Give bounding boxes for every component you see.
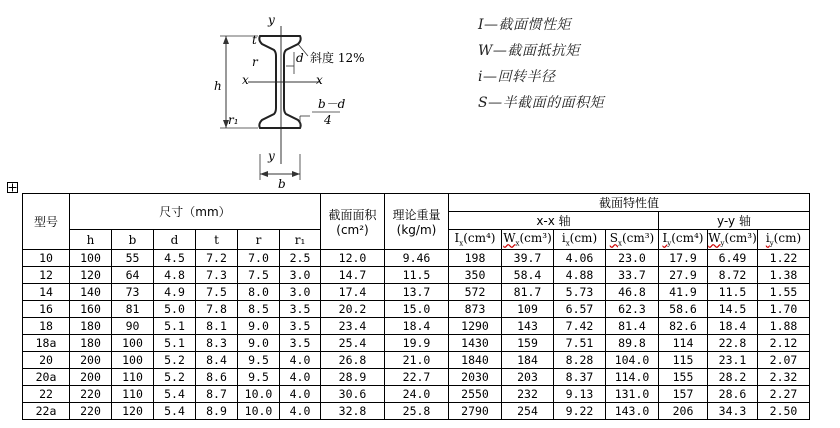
header-weight-label: 理论重量: [392, 208, 441, 222]
table-cell: 5.1: [154, 335, 196, 352]
label-x-left: x: [242, 73, 249, 87]
table-cell: 4.0: [280, 403, 321, 420]
table-cell: 28.2: [708, 369, 758, 386]
table-cell: 17.4: [321, 284, 385, 301]
wy-sub: y: [720, 239, 725, 248]
table-cell: 131.0: [606, 386, 659, 403]
table-cell: 2.07: [758, 352, 810, 369]
table-cell: 18a: [23, 335, 70, 352]
legend-item-area-moment: S—半截面的面积矩: [478, 95, 605, 111]
table-cell: 9.5: [238, 352, 280, 369]
table-row: [23, 403, 810, 420]
table-cell: 180: [70, 335, 112, 352]
iyr-unit: (cm): [773, 231, 802, 246]
table-cell: 9.0: [238, 318, 280, 335]
sx-unit: (cm³): [621, 231, 655, 246]
slope-label: 斜度 12%: [310, 51, 365, 65]
table-cell: 2790: [449, 403, 502, 420]
table-cell: 143: [502, 318, 554, 335]
table-cell: 180: [70, 318, 112, 335]
table-cell: 7.42: [554, 318, 606, 335]
table-cell: 8.3: [196, 335, 238, 352]
iy-sub: y: [667, 239, 672, 248]
table-cell: 2.27: [758, 386, 810, 403]
table-row: [23, 386, 810, 403]
table-row: [23, 318, 810, 335]
table-cell: 25.4: [321, 335, 385, 352]
table-cell: 4.0: [280, 352, 321, 369]
table-cell: 200: [70, 352, 112, 369]
table-cell: 4.5: [154, 250, 196, 267]
bd-bottom-label: 4: [324, 113, 332, 127]
wy-unit: (cm³): [724, 231, 757, 246]
table-cell: 73: [112, 284, 154, 301]
table-cell: 17.9: [659, 250, 708, 267]
table-cell: 9.22: [554, 403, 606, 420]
iyr-sub: y: [769, 239, 774, 248]
header-properties: 截面特性值: [449, 194, 810, 212]
table-cell: 5.4: [154, 386, 196, 403]
table-cell: 32.8: [321, 403, 385, 420]
table-body: [23, 250, 810, 420]
table-cell: 200: [70, 369, 112, 386]
header-dimensions: 尺寸（mm）: [70, 194, 321, 230]
header-col-d: d: [154, 230, 196, 250]
table-cell: 157: [659, 386, 708, 403]
table-cell: 159: [502, 335, 554, 352]
wx-sym: W: [503, 231, 516, 246]
table-cell: 9.0: [238, 335, 280, 352]
table-cell: 7.3: [196, 267, 238, 284]
table-cell: 46.8: [606, 284, 659, 301]
table-cell: 2.32: [758, 369, 810, 386]
label-d: d: [296, 51, 304, 65]
table-cell: 4.88: [554, 267, 606, 284]
header-col-iy: [659, 230, 708, 250]
label-h: h: [214, 79, 222, 93]
table-cell: 3.0: [280, 267, 321, 284]
table-cell: 143.0: [606, 403, 659, 420]
table-cell: 58.6: [659, 301, 708, 318]
table-cell: 155: [659, 369, 708, 386]
table-cell: 1290: [449, 318, 502, 335]
table-cell: 12.0: [321, 250, 385, 267]
table-cell: 26.8: [321, 352, 385, 369]
table-row: [23, 284, 810, 301]
table-cell: 1.70: [758, 301, 810, 318]
i-beam-spec-table: [22, 193, 810, 420]
header-area-unit: (cm²): [336, 223, 369, 237]
table-cell: 350: [449, 267, 502, 284]
wx-sub: x: [515, 239, 520, 248]
table-cell: 8.72: [708, 267, 758, 284]
wy-sym: W: [708, 231, 721, 246]
table-cell: 7.5: [238, 267, 280, 284]
table-cell: 220: [70, 403, 112, 420]
table-cell: 110: [112, 369, 154, 386]
header-col-h: h: [70, 230, 112, 250]
table-cell: 55: [112, 250, 154, 267]
table-cell: 120: [112, 403, 154, 420]
table-cell: 13.7: [385, 284, 449, 301]
table-cell: 33.7: [606, 267, 659, 284]
sx-sub: x: [618, 239, 622, 248]
table-cell: 64: [112, 267, 154, 284]
table-cell: 4.0: [280, 386, 321, 403]
table-cell: 2.12: [758, 335, 810, 352]
table-cell: 9.46: [385, 250, 449, 267]
table-cell: 28.6: [708, 386, 758, 403]
table-cell: 5.1: [154, 318, 196, 335]
table-cell: 90: [112, 318, 154, 335]
table-cell: 34.3: [708, 403, 758, 420]
table-cell: 8.7: [196, 386, 238, 403]
table-cell: 184: [502, 352, 554, 369]
table-cell: 7.5: [196, 284, 238, 301]
table-cell: 28.9: [321, 369, 385, 386]
table-cell: 18: [23, 318, 70, 335]
table-cell: 8.6: [196, 369, 238, 386]
table-cell: 7.51: [554, 335, 606, 352]
table-cell: 2.5: [280, 250, 321, 267]
table-cell: 39.7: [502, 250, 554, 267]
label-y-top: y: [268, 13, 275, 27]
table-cell: 20a: [23, 369, 70, 386]
table-cell: 1.88: [758, 318, 810, 335]
table-cell: 7.2: [196, 250, 238, 267]
table-cell: 206: [659, 403, 708, 420]
table-cell: 22.7: [385, 369, 449, 386]
table-cell: 2030: [449, 369, 502, 386]
table-cell: 3.5: [280, 301, 321, 318]
ixr-sym: i: [561, 231, 566, 246]
table-cell: 14.7: [321, 267, 385, 284]
table-cell: 5.2: [154, 352, 196, 369]
table-cell: 81.7: [502, 284, 554, 301]
table-row: [23, 250, 810, 267]
table-cell: 14: [23, 284, 70, 301]
table-cell: 203: [502, 369, 554, 386]
label-t: t: [252, 33, 257, 47]
header-weight-unit: (kg/m): [396, 223, 437, 237]
header-col-b: b: [112, 230, 154, 250]
table-cell: 12: [23, 267, 70, 284]
table-cell: 6.49: [708, 250, 758, 267]
table-cell: 115: [659, 352, 708, 369]
iyr-sym: i: [765, 231, 770, 246]
header-yy-axis: y-y 轴: [659, 212, 810, 230]
table-cell: 4.9: [154, 284, 196, 301]
label-r: r: [252, 55, 258, 69]
label-y-bottom: y: [268, 149, 275, 163]
table-cell: 4.06: [554, 250, 606, 267]
table-row: [23, 352, 810, 369]
i-beam-section-figure: [200, 4, 400, 190]
table-cell: 100: [70, 250, 112, 267]
bd-top-label: b－d: [318, 97, 346, 111]
table-cell: 3.5: [280, 335, 321, 352]
table-cell: 4.8: [154, 267, 196, 284]
table-cell: 140: [70, 284, 112, 301]
table-cell: 82.6: [659, 318, 708, 335]
wx-unit: (cm³): [519, 231, 552, 246]
table-cell: 2.50: [758, 403, 810, 420]
table-cell: 8.4: [196, 352, 238, 369]
table-cell: 15.0: [385, 301, 449, 318]
table-cell: 9.13: [554, 386, 606, 403]
header-area: [321, 194, 385, 250]
table-row: [23, 267, 810, 284]
table-cell: 1.22: [758, 250, 810, 267]
ix-unit: (cm⁴): [463, 231, 496, 246]
header-col-t: t: [196, 230, 238, 250]
table-cell: 110: [112, 386, 154, 403]
table-cell: 81.4: [606, 318, 659, 335]
sx-sym: S: [609, 231, 618, 246]
table-cell: 100: [112, 335, 154, 352]
table-cell: 5.2: [154, 369, 196, 386]
table-cell: 6.57: [554, 301, 606, 318]
table-cell: 81: [112, 301, 154, 318]
symbol-legend: [478, 12, 698, 116]
table-cell: 27.9: [659, 267, 708, 284]
label-b: b: [278, 177, 286, 190]
table-cell: 10: [23, 250, 70, 267]
table-cell: 20: [23, 352, 70, 369]
table-cell: 4.0: [280, 369, 321, 386]
header-col-ixr: [554, 230, 606, 250]
table-cell: 2550: [449, 386, 502, 403]
header-col-wy: [708, 230, 758, 250]
table-cell: 160: [70, 301, 112, 318]
legend-item-section-modulus: W—截面抵抗矩: [478, 43, 580, 59]
table-cell: 18.4: [385, 318, 449, 335]
table-cell: 8.0: [238, 284, 280, 301]
header-area-label: 截面面积: [328, 208, 377, 222]
table-cell: 7.8: [196, 301, 238, 318]
header-col-sx: [606, 230, 659, 250]
table-cell: 8.37: [554, 369, 606, 386]
table-cell: 1840: [449, 352, 502, 369]
table-cell: 114: [659, 335, 708, 352]
table-cell: 3.0: [280, 284, 321, 301]
header-model: 型号: [23, 194, 70, 250]
header-col-r: r: [238, 230, 280, 250]
table-cell: 10.0: [238, 386, 280, 403]
table-row: [23, 335, 810, 352]
label-r1: r₁: [228, 113, 239, 127]
table-cell: 24.0: [385, 386, 449, 403]
table-cell: 198: [449, 250, 502, 267]
table-cell: 18.4: [708, 318, 758, 335]
table-cell: 89.8: [606, 335, 659, 352]
ixr-unit: (cm): [569, 231, 598, 246]
table-cell: 114.0: [606, 369, 659, 386]
table-cell: 23.4: [321, 318, 385, 335]
table-cell: 23.0: [606, 250, 659, 267]
table-cell: 5.0: [154, 301, 196, 318]
ixr-sub: x: [565, 239, 570, 248]
table-cell: 7.0: [238, 250, 280, 267]
table-cell: 120: [70, 267, 112, 284]
header-col-ix: [449, 230, 502, 250]
ix-sub: x: [459, 239, 464, 248]
table-move-handle-icon[interactable]: [7, 182, 18, 193]
table-cell: 8.9: [196, 403, 238, 420]
table-cell: 58.4: [502, 267, 554, 284]
table-cell: 30.6: [321, 386, 385, 403]
legend-item-inertia: I—截面惯性矩: [478, 17, 572, 33]
table-cell: 41.9: [659, 284, 708, 301]
table-cell: 3.5: [280, 318, 321, 335]
table-cell: 22: [23, 386, 70, 403]
table-cell: 1430: [449, 335, 502, 352]
i-beam-diagram: [200, 4, 400, 190]
table-cell: 62.3: [606, 301, 659, 318]
table-cell: 14.5: [708, 301, 758, 318]
ix-sym: I: [454, 231, 460, 246]
table-cell: 11.5: [385, 267, 449, 284]
table-cell: 100: [112, 352, 154, 369]
table-cell: 11.5: [708, 284, 758, 301]
table-cell: 10.0: [238, 403, 280, 420]
table-cell: 20.2: [321, 301, 385, 318]
table-cell: 22a: [23, 403, 70, 420]
table-cell: 25.8: [385, 403, 449, 420]
table-cell: 5.4: [154, 403, 196, 420]
table-cell: 8.28: [554, 352, 606, 369]
iy-sym: I: [662, 231, 668, 246]
table-cell: 22.8: [708, 335, 758, 352]
iy-unit: (cm⁴): [671, 231, 704, 246]
legend-item-radius-gyration: i—回转半径: [478, 69, 556, 85]
label-x-right: x: [316, 73, 323, 87]
header-weight: [385, 194, 449, 250]
header-col-r1: r₁: [280, 230, 321, 250]
table-cell: 16: [23, 301, 70, 318]
table-cell: 23.1: [708, 352, 758, 369]
table-row: [23, 369, 810, 386]
table-cell: 8.5: [238, 301, 280, 318]
table-cell: 232: [502, 386, 554, 403]
header-col-iyr: [758, 230, 810, 250]
header-col-wx: [502, 230, 554, 250]
table-cell: 8.1: [196, 318, 238, 335]
table-cell: 873: [449, 301, 502, 318]
header-xx-axis: x-x 轴: [449, 212, 659, 230]
table-cell: 21.0: [385, 352, 449, 369]
table-cell: 1.55: [758, 284, 810, 301]
table-cell: 19.9: [385, 335, 449, 352]
table-cell: 220: [70, 386, 112, 403]
table-cell: 9.5: [238, 369, 280, 386]
table-row: [23, 301, 810, 318]
table-cell: 254: [502, 403, 554, 420]
table-cell: 1.38: [758, 267, 810, 284]
table-cell: 5.73: [554, 284, 606, 301]
table-cell: 104.0: [606, 352, 659, 369]
table-cell: 109: [502, 301, 554, 318]
table-cell: 572: [449, 284, 502, 301]
